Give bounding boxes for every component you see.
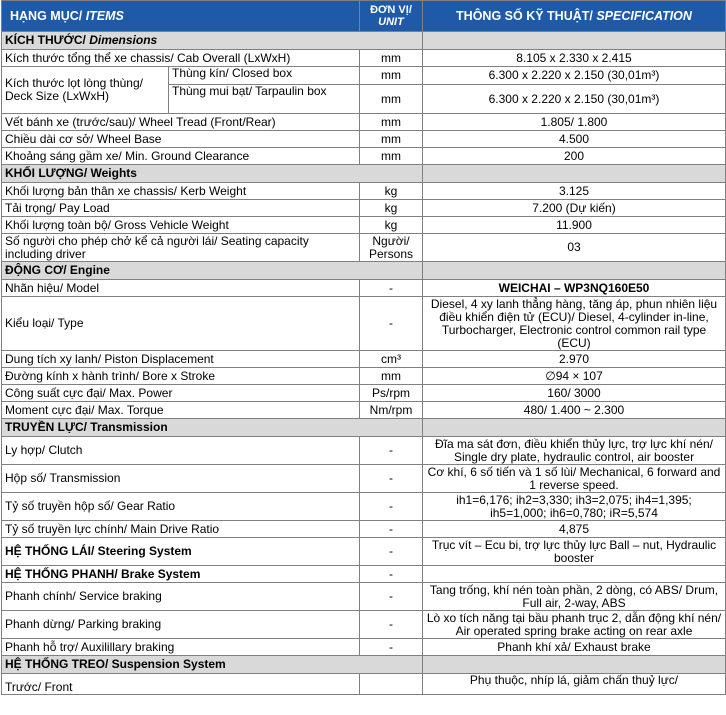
table-row: Số người cho phép chở kể cả người lái/ Seating capacity including driver Người/ Persons 03 <box>2 234 726 262</box>
table-row: Phanh chính/ Service braking - Tang trống, khí nén toàn phần, 2 dòng, có ABS/ Drum, Full air, 2-way, ABS <box>2 583 726 611</box>
table-row: Trước/ Front Phụ thuộc, nhíp lá, giảm chấn thuỷ lực/ <box>2 674 726 695</box>
table-row: Kích thước tổng thể xe chassis/ Cab Overall (LxWxH) mm 8.105 x 2.330 x 2.415 <box>2 50 726 67</box>
table-row: Hộp số/ Transmission - Cơ khí, 6 số tiến và 1 số lùi/ Mechanical, 6 forward and 1 reverse speed. <box>2 465 726 493</box>
table-row: Ly hợp/ Clutch - Đĩa ma sát đơn, điều khiển thủy lực, trợ lực khí nén/ Single dry plate, hydraulic control, air booster <box>2 437 726 465</box>
table-row: Công suất cực đại/ Max. Power Ps/rpm 160/ 3000 <box>2 385 726 402</box>
table-row: Tỷ số truyền hộp số/ Gear Ratio - ih1=6,176; ih2=3,330; ih3=2,075; ih4=1,395; ih5=1,000; ih6=0,780; iR=5,574 <box>2 493 726 521</box>
table-row: mm 6.300 x 2.220 x 2.150 (30,01m³) <box>2 85 726 114</box>
table-row: Kiểu loại/ Type - Diesel, 4 xy lanh thẳng hàng, tăng áp, phun nhiên liệu điều khiển điện tử (ECU)/ Diesel, 4-cylinder in-line, Turbocharger, Electronic control common rail type (ECU) <box>2 297 726 351</box>
table-row: Chiều dài cơ sở/ Wheel Base mm 4.500 <box>2 131 726 148</box>
table-row: Khối lượng bản thân xe chassis/ Kerb Weight kg 3.125 <box>2 183 726 200</box>
section-brake: HỆ THỐNG PHANH/ Brake System - <box>2 566 726 583</box>
section-transmission: TRUYỀN LỰC/ Transmission <box>2 419 726 437</box>
section-weights: KHỐI LƯỢNG/ Weights <box>2 165 726 183</box>
header-unit: ĐƠN VỊ/ UNIT <box>360 1 423 32</box>
table-row: Moment cực đại/ Max. Torque Nm/rpm 480/ 1.400 ~ 2.300 <box>2 402 726 419</box>
table-row: Tải trọng/ Pay Load kg 7.200 (Dự kiến) <box>2 200 726 217</box>
table-row: Khoảng sáng gầm xe/ Min. Ground Clearance mm 200 <box>2 148 726 165</box>
table-row: Kích thước lọt lòng thùng/ Deck Size (LxWxH) Thùng kín/ Closed box Thùng mui bạt/ Tarpaulin box mm 6.300 x 2.220 x 2.150 (30,01m³) <box>2 67 726 85</box>
section-suspension: HỆ THỐNG TREO/ Suspension System <box>2 656 726 674</box>
table-row: Dung tích xy lanh/ Piston Displacement cm³ 2.970 <box>2 351 726 368</box>
table-row: Phanh hỗ trợ/ Auxilillary braking - Phanh khí xả/ Exhaust brake <box>2 639 726 656</box>
spec-table <box>1 0 726 695</box>
section-steering: HỆ THỐNG LÁI/ Steering System - Trục vít – Ecu bi, trợ lực thủy lực Ball – nut, Hydraulic booster <box>2 538 726 566</box>
table-header <box>2 1 726 32</box>
section-engine: ĐỘNG CƠ/ Engine <box>2 262 726 280</box>
table-row: Khối lượng toàn bộ/ Gross Vehicle Weight kg 11.900 <box>2 217 726 234</box>
table-row: Đường kính x hành trình/ Bore x Stroke mm ∅94 × 107 <box>2 368 726 385</box>
table-row: Phanh dừng/ Parking braking - Lò xo tích năng tại bầu phanh trục 2, dẫn động khí nén/ Air operated spring brake acting on rear axle <box>2 611 726 639</box>
table-row: Tỷ số truyền lực chính/ Main Drive Ratio - 4,875 <box>2 521 726 538</box>
header-items: HẠNG MỤC/ ITEMS <box>2 1 360 32</box>
table-row: Vết bánh xe (trước/sau)/ Wheel Tread (Front/Rear) mm 1.805/ 1.800 <box>2 114 726 131</box>
section-dimensions: KÍCH THƯỚC/ Dimensions <box>2 32 726 50</box>
table-row: Nhãn hiệu/ Model - WEICHAI – WP3NQ160E50 <box>2 280 726 297</box>
header-spec: THÔNG SỐ KỸ THUẬT/ SPECIFICATION <box>423 1 726 32</box>
